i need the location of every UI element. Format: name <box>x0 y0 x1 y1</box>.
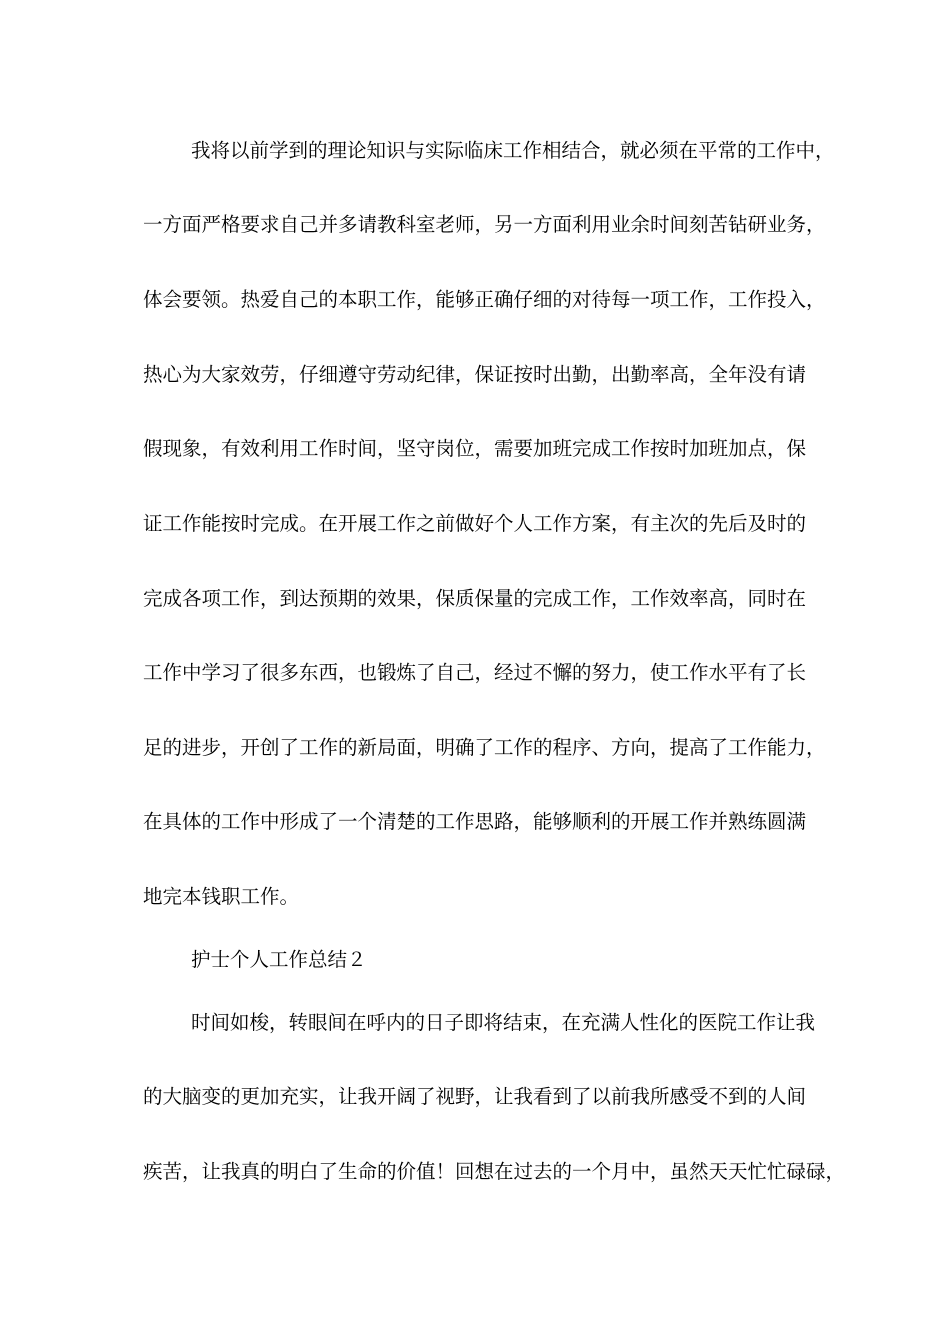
paragraph1-line-11: 地完本钱职工作。 <box>143 885 300 908</box>
section-heading: 护士个人工作总结２ <box>191 948 367 971</box>
paragraph2-line-3: 疾苦，让我真的明白了生命的价值！回想在过去的一个月中，虽然天天忙忙碌碌， <box>143 1160 846 1183</box>
paragraph1-line-3: 体会要领。热爱自己的本职工作，能够正确仔细的对待每一项工作，工作投入， <box>143 288 826 311</box>
paragraph1-line-4: 热心为大家效劳，仔细遵守劳动纪律，保证按时出勤，出勤率高，全年没有请 <box>143 363 807 386</box>
paragraph1-line-9: 足的进步，开创了工作的新局面，明确了工作的程序、方向，提高了工作能力， <box>143 736 826 759</box>
paragraph1-line-6: 证工作能按时完成。在开展工作之前做好个人工作方案，有主次的先后及时的 <box>143 512 807 535</box>
paragraph2-line-2: 的大脑变的更加充实，让我开阔了视野，让我看到了以前我所感受不到的人间 <box>143 1085 807 1108</box>
paragraph1-line-5: 假现象，有效利用工作时间，坚守岗位，需要加班完成工作按时加班加点，保 <box>143 437 807 460</box>
paragraph1-line-7: 完成各项工作，到达预期的效果，保质保量的完成工作，工作效率高，同时在 <box>143 587 807 610</box>
paragraph1-line-8: 工作中学习了很多东西，也锻炼了自己，经过不懈的努力，使工作水平有了长 <box>143 661 807 684</box>
paragraph1-line-1: 我将以前学到的理论知识与实际临床工作相结合，就必须在平常的工作中， <box>191 139 835 162</box>
paragraph1-line-10: 在具体的工作中形成了一个清楚的工作思路，能够顺利的开展工作并熟练圆满 <box>143 810 807 833</box>
paragraph1-line-2: 一方面严格要求自己并多请教科室老师，另一方面利用业余时间刻苦钻研业务， <box>143 213 826 236</box>
paragraph2-line-1: 时间如梭，转眼间在呼内的日子即将结束，在充满人性化的医院工作让我 <box>191 1011 816 1034</box>
